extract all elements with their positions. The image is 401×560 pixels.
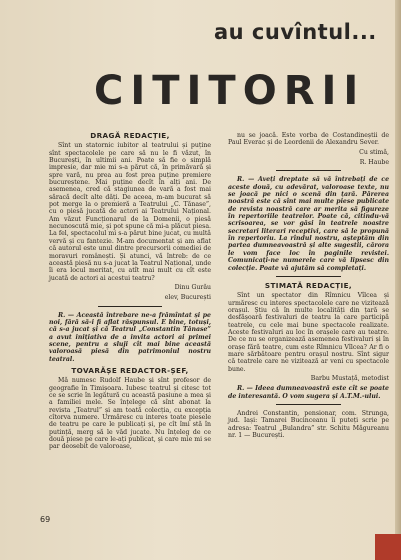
letter-3-signature: Barbu Mustață, metodist [310,374,389,382]
letter-1-signature-role: elev, București [164,294,211,302]
letter-1-signature-name: Dinu Gurău [174,283,211,291]
reply-1: R. — Această întrebare ne-a frămîntat și pe noi, fără să-i fi aflat răspunsul. E bine, totuși, că s-a jucat și că Teatrul „Constantin Tănase” a avut inițiativa de a invita actori ai primei scene, pentru a sluji cît mai bine această valoroasă piesă din patrimoniul nostru teatral. [49,311,211,363]
divider [98,306,163,307]
letter-3-body: Sînt un spectator din Rîmnicu Vîlcea și urmăresc cu interes spectacolele care ne vizitează orașul. Știu că în multe localități din țară se desfășoară festivaluri de teatru la care participă teatrele, cu cele mai bune spectacole realizate. Aceste festivaluri au loc în orașele care au teatre. De ce nu se organizează asemenea festivaluri și în orașe fără teatre, cum este Rîmnicu Vîlcea? Ar fi o mare sărbătoare pentru orașul nostru. Sînt sigur că teatrele care ne vizitează ar veni cu spectacole bune. [228,292,389,373]
right-column [228,132,389,440]
letter-1-body: Sînt un statornic iubitor al teatrului și puține sînt spectacolele pe care să nu le fi văzut, în București, în ultimii ani. Poate să fie o simplă impresie, dar mie mi s-a părut că, în primăvară și spre vară, nu prea au fost prea puține premiere bucureștene. Mai puține decît în alți ani. De asemenea, cred că stagiunea de vară a fost mai săracă decît alte dăți. De aceea, m-am bucurat să pot merge la o premieră a Teatrului „C. Tănase”, cu o piesă jucată de actori ai Teatrului Național. Am văzut Funcționarul de la Domenii, o piesă necunoscută mie, și pot spune că mi-a plăcut piesa. La fel, spectacolul mi s-a părut bine jucat, cu multă vervă și cu fantezie. M-am documentat și am aflat că autorul este unul dintre precursorii comediei de moravuri românești. Și atunci, vă întreb: de ce această piesă nu s-a jucat la Teatrul Național, unde îi era locul meritat, cu atît mai mult cu cît este jucată de actori ai acestui teatru? [49,142,211,282]
page-number: 69 [40,515,51,524]
letter-2-continuation: nu se joacă. Este vorba de Costandineștii de Paul Everac și de Leordenii de Alexandru Sever. [228,132,389,147]
reply-2: R. — Aveți dreptate să vă întrebați de ce aceste două, cu adevărat, valoroase texte, nu se joacă pe nici o scenă din țară. Părerea noastră este că sînt mai multe piese publicate de revista noastră care ar merita să figureze în repertoriile teatrelor. Poate că, citindu-vă scrisoarea, se vor găsi în teatrele noastre secretari literari receptivi, care să le propună în repertoriu. La rîndul nostru, așteptăm din partea dumneavoastră și alte sugestii, cărora le vom face loc în paginile revistei. Comunicați-ne numerele care vă lipsesc din colecție. Poate vă ajutăm să completați. [228,176,389,272]
letter-heading-2: TOVARĂȘE REDACTOR-ȘEF, [71,365,189,375]
letter-heading-3: STIMATĂ REDACȚIE, [264,280,353,290]
divider [276,404,340,405]
header-title: CITITORII [94,68,366,114]
letter-heading-1: DRAGĂ REDACȚIE, [90,131,170,140]
left-column [49,132,211,522]
corner-mark [375,534,401,560]
letter-2-signature-name: R. Haube [359,159,389,167]
reply-3: R. — Ideea dumneavoastră este cît se poate de interesantă. O vom sugera și A.T.M.-ului. [228,385,389,400]
letter-2-signature-prefix: Cu stimă, [359,148,389,156]
letter-2-body: Mă numesc Rudolf Haube și sînt profesor de geografie în Timișoara. Iubesc teatrul și citesc tot ce se scrie în legătură cu această pasiune a mea și a familiei mele. Se înțelege că sînt abonat la revista „Teatrul” și am toată colecția, cu excepția cîtorva numere. Urmăresc cu interes toate piesele de teatru pe care le publicați și, pe cît îmi stă în putință, merg să le văd jucate. Nu înțeleg de ce două piese pe care le-ați publicat, și care mie mi se par deosebit de valoroase, [49,377,211,451]
letter-4-body: Andrei Constantin, pensionar, com. Strunga, jud. Iași: Tamarei Bucinceanu îi puteți scrie pe adresa: Teatrul „Bulandra” str. Schitu Măgureanu nr. 1 — București. [228,410,389,440]
header-subtitle: au cuvîntul... [214,20,377,44]
divider [276,170,340,171]
divider [276,276,340,277]
page-edge [395,0,401,560]
